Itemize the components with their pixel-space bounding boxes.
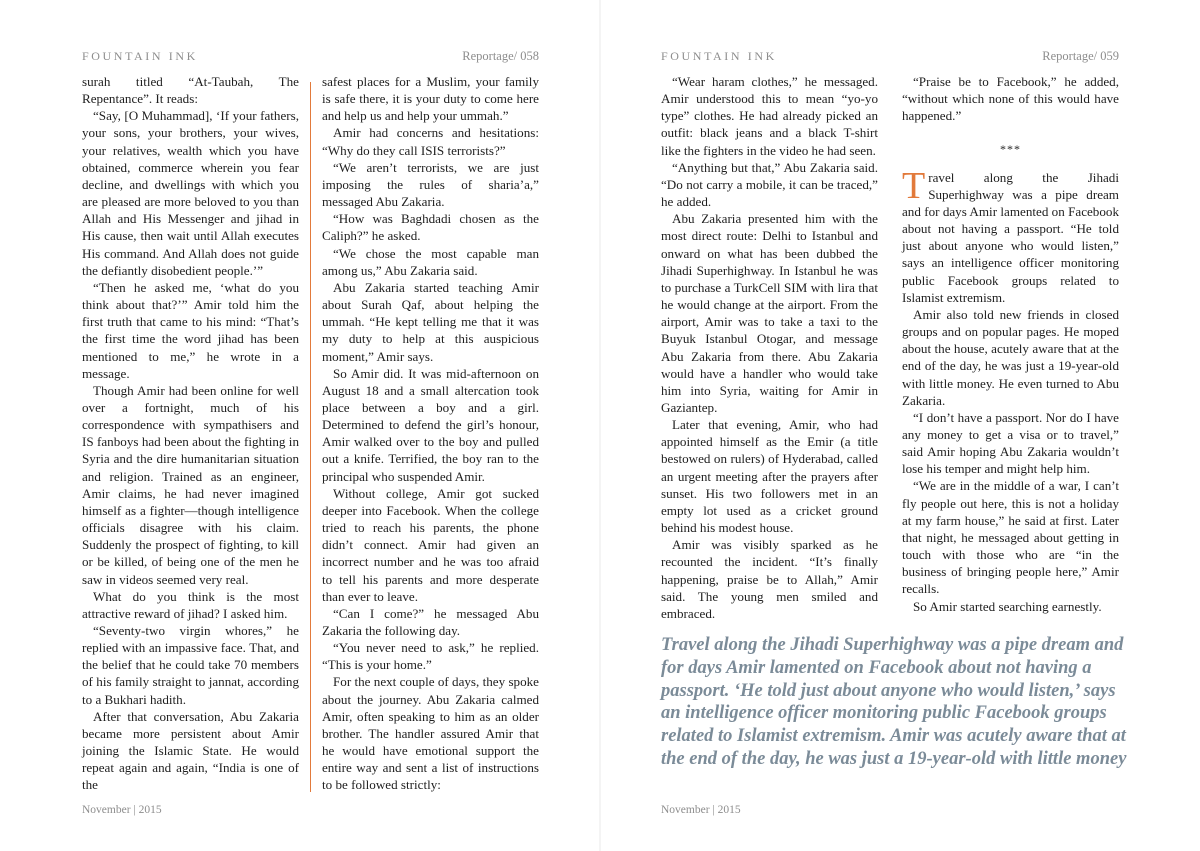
paragraph: After that conversation, Abu Zakaria became more persistent about Amir joining the Islamic State. He would repeat again and again, “India is one of the	[82, 708, 299, 793]
paragraph: “Seventy-two virgin whores,” he replied with an impassive face. That, and the belief that he could take 70 members of his family straight to jannat, according to a Bukhari hadith.	[82, 623, 299, 707]
paragraph: surah titled “At-Taubah, The Repentance”. It reads:	[82, 74, 299, 107]
paragraph: “Then he asked me, ‘what do you think about that?’” Amir told him the first truth that came to his mind: “That’s the first time the word jihad has been mentioned to me,” he wrote in a message.	[82, 279, 299, 381]
article-column-1	[661, 73, 878, 622]
paragraph: safest places for a Muslim, your family is safe there, it is your duty to come here and help us and help your ummah.”	[322, 74, 539, 124]
masthead: FOUNTAIN INK	[82, 49, 198, 63]
paragraph: So Amir started searching earnestly.	[913, 598, 1102, 614]
page-folio: Reportage/ 058	[462, 49, 539, 63]
paragraph: “Praise be to Facebook,” he added, “without which none of this would have happened.”	[902, 74, 1119, 124]
column-rule	[310, 82, 311, 792]
paragraph: Amir also told new friends in closed groups and on popular pages. He moped about the house, acutely aware that at the end of the day, he was just a 19-year-old with little money. He even turned to Abu Zakaria.	[902, 306, 1119, 408]
drop-cap-paragraph	[902, 164, 1119, 306]
paragraph: “We chose the most capable man among us,” Abu Zakaria said.	[322, 245, 539, 278]
drop-cap-text: ravel along the Jihadi Superhighway was a pipe dream and for days Amir lamented on Facebook about not having a passport. “He told just about anyone who would listen,” says an intelligence officer monitoring public Facebook groups related to Islamist extremism.	[902, 169, 1119, 305]
paragraph: Without college, Amir got sucked deeper into Facebook. When the college tried to reach his parents, the phone didn’t connect. Amir had given an incorrect number and he was too afraid to tell his parents and more desperate than ever to leave.	[322, 485, 539, 604]
paragraph: “Can I come?” he messaged Abu Zakaria the following day.	[322, 605, 539, 638]
drop-cap: T	[902, 164, 926, 207]
paragraph: “We are in the middle of a war, I can’t fly people out here, this is not a holiday at my farm house,” he said at first. Later that night, he messaged about getting in touch with those who are “in the business of bringing people here,” Amir recalls.	[902, 478, 1119, 597]
right-page	[600, 0, 1200, 851]
paragraph: “How was Baghdadi chosen as the Caliph?” he asked.	[322, 211, 539, 244]
paragraph: “Wear haram clothes,” he messaged. Amir understood this to mean “yo-yo type” clothes. He had already picked an outfit: black jeans and a black T-shirt like the fighters in the video he had seen.	[661, 74, 878, 158]
paragraph: “I don’t have a passport. Nor do I have any money to get a visa or to travel,” said Amir hoping Abu Zakaria wouldn’t lose his temper and might help him.	[902, 409, 1119, 477]
paragraph: What do you think is the most attractive reward of jihad? I asked him.	[82, 588, 299, 621]
paragraph: “Say, [O Muhammad], ‘If your fathers, your sons, your brothers, your wives, your relatives, wealth which you have obtained, commerce wherein you fear decline, and dwellings with which you are pleased are more beloved to you than Allah and His Messenger and jihad in His cause, then wait until Allah executes His command. And Allah does not guide the defiantly disobedient people.’”	[82, 108, 299, 278]
paragraph: Abu Zakaria presented him with the most direct route: Delhi to Istanbul and onward on what has been dubbed the Jihadi Superhighway. In Istanbul he was to purchase a TurkCell SIM with lira that he would change at the airport. From the airport, Amir was to take a taxi to the Buyuk Istanbul Otogar, and message Abu Zakaria from there. Abu Zakaria would have a handler who would take him into Syria, waiting for Amir in Gaziantep.	[661, 211, 878, 415]
paragraph: Abu Zakaria started teaching Amir about Surah Qaf, about helping the ummah. “He kept telling me that it was my duty to help at this auspicious moment,” Amir says.	[322, 279, 539, 364]
article-column-1	[82, 73, 299, 794]
section-break: ***	[1000, 142, 1021, 157]
paragraph: Amir was visibly sparked as he recounted the incident. “It’s finally happening, praise be to Allah,” Amir said. The young men smiled and embraced.	[661, 537, 878, 621]
page-footer: November | 2015	[661, 804, 741, 816]
page-footer: November | 2015	[82, 804, 162, 816]
paragraph: “We aren’t terrorists, we are just imposing the rules of sharia’a,” messaged Abu Zakaria.	[322, 159, 539, 210]
paragraph: So Amir did. It was mid-afternoon on August 18 and a small altercation took place between a boy and a girl. Determined to defend the girl’s honour, Amir walked over to the boy and pulled out a knife. Terrified, the boy ran to the principal who suspended Amir.	[322, 365, 539, 484]
paragraph: “You never need to ask,” he replied. “This is your home.”	[322, 640, 539, 673]
article-column-2	[902, 73, 1119, 615]
article-column-2	[322, 73, 539, 794]
pull-quote: Travel along the Jihadi Superhighway was a pipe dream and for days Amir lamented on Facebook about not having a passport. ‘He told just about anyone who would listen,’ says an intelligence officer monitoring public Facebook groups related to Islamist extremism. Amir was acutely aware that at the end of the day, he was just a 19-year-old with little money	[661, 635, 1127, 769]
paragraph: Later that evening, Amir, who had appointed himself as the Emir (a title bestowed on rulers) of Hyderabad, called an urgent meeting after the prayers after sunset. His two followers met in an empty lot used as a cricket ground behind his modest house.	[661, 417, 878, 536]
paragraph: “Anything but that,” Abu Zakaria said. “Do not carry a mobile, it can be traced,” he added.	[661, 159, 878, 210]
paragraph: Though Amir had been online for well over a fortnight, much of his correspondence with sympathisers and IS fanboys had been about the fighting in Syria and the dire humanitarian situation and religion. Trained as an engineer, Amir claims, he had never imagined himself as a fighter—though intelligence officials disagree with his claim. Suddenly the prospect of fighting, to kill or be killed, of being one of the men he saw in videos seemed very real.	[82, 382, 299, 587]
page-folio: Reportage/ 059	[1042, 49, 1119, 63]
paragraph: For the next couple of days, they spoke about the journey. Abu Zakaria calmed Amir, often speaking to him as an older brother. The handler assured Amir that he would have emotional support the entire way and sent a list of instructions to be followed strictly:	[322, 674, 539, 793]
masthead: FOUNTAIN INK	[661, 49, 777, 63]
paragraph: Amir had concerns and hesitations: “Why do they call ISIS terrorists?”	[322, 125, 539, 158]
